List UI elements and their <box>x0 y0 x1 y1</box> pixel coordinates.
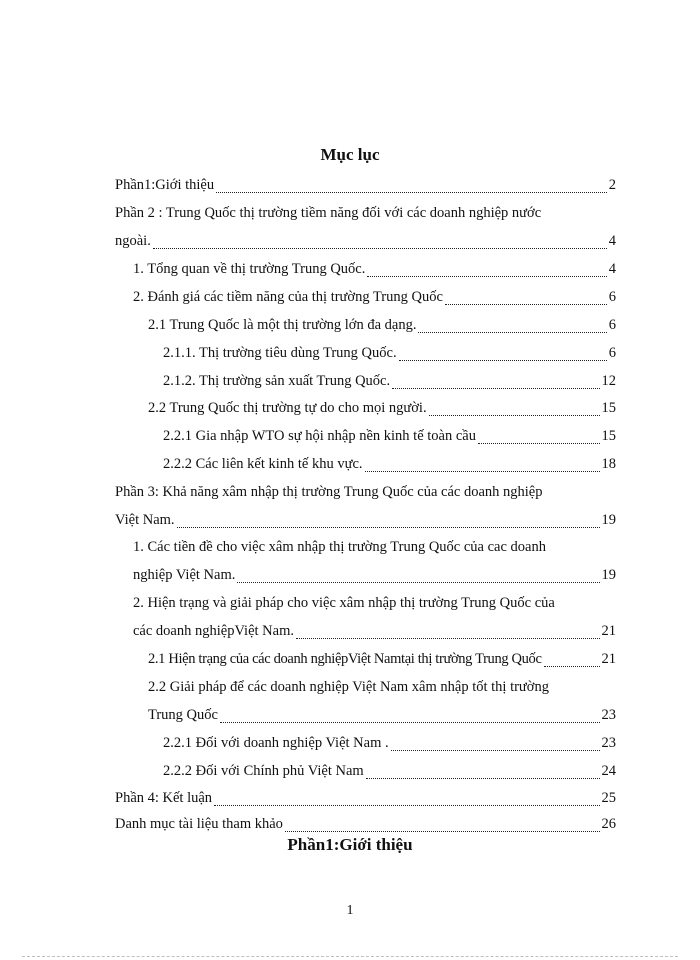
toc-entry[interactable] <box>163 373 616 393</box>
toc-leader-dots <box>445 304 607 305</box>
toc-entry-text: 2.1.1. Thị trường tiêu dùng Trung Quốc. <box>163 345 397 361</box>
toc-entry-page: 12 <box>601 373 616 389</box>
toc-entry[interactable] <box>133 261 616 281</box>
toc-entry[interactable] <box>115 177 616 197</box>
toc-entry-text: nghiệp Việt Nam. <box>133 567 236 583</box>
toc-entry-page: 25 <box>601 790 616 806</box>
toc-leader-dots <box>399 360 607 361</box>
toc-entry-text: 2.2.2 Các liên kết kinh tế khu vực. <box>163 456 363 472</box>
toc-entry-page: 6 <box>608 317 616 333</box>
toc-leader-dots <box>285 831 600 832</box>
toc-entry-text: 2.1 Hiện trạng của các doanh nghiệpViệt Namtại thị trường Trung Quốc <box>148 651 542 667</box>
toc-entry-page: 23 <box>601 707 616 723</box>
toc-entry-page: 2 <box>608 177 616 193</box>
toc-entry[interactable] <box>163 735 616 755</box>
toc-entry-page: 4 <box>608 261 616 277</box>
toc-entry-text: 2.1 Trung Quốc là một thị trường lớn đa dạng. <box>148 317 417 333</box>
toc-entry-text: Danh mục tài liệu tham khảo <box>115 816 283 832</box>
toc-entry-text-line1[interactable]: Phần 2 : Trung Quốc thị trường tiềm năng đối với các doanh nghiệp nước <box>115 205 542 221</box>
toc-entry-page: 19 <box>601 512 616 528</box>
page-number: 1 <box>346 903 354 918</box>
toc-entry-page: 18 <box>601 456 616 472</box>
toc-entry[interactable] <box>163 763 616 783</box>
toc-leader-dots <box>296 638 600 639</box>
toc-entry-text: ngoài. <box>115 233 151 249</box>
toc-entry-text: Phần1:Giới thiệu <box>115 177 215 193</box>
toc-leader-dots <box>418 332 606 333</box>
toc-entry-text-line1[interactable]: 2. Hiện trạng và giải pháp cho việc xâm nhập thị trường Trung Quốc của <box>133 595 555 611</box>
toc-entry[interactable] <box>115 512 616 532</box>
toc-leader-dots <box>366 778 600 779</box>
toc-leader-dots <box>177 527 600 528</box>
toc-entry[interactable] <box>115 790 616 810</box>
toc-entry-text: 2.1.2. Thị trường sản xuất Trung Quốc. <box>163 373 391 389</box>
toc-leader-dots <box>365 471 600 472</box>
toc-leader-dots <box>478 443 600 444</box>
toc-entry[interactable] <box>148 317 616 337</box>
toc-entry-text: 1. Tổng quan về thị trường Trung Quốc. <box>133 261 366 277</box>
toc-entry[interactable] <box>163 345 616 365</box>
toc-entry-text-line1[interactable]: Phần 3: Khả năng xâm nhập thị trường Trung Quốc của các doanh nghiệp <box>115 484 543 500</box>
toc-title: Mục lục <box>320 145 380 164</box>
toc-leader-dots <box>153 248 607 249</box>
toc-leader-dots <box>544 666 600 667</box>
toc-entry-page: 4 <box>608 233 616 249</box>
toc-entry-text-line1[interactable]: 2.2 Giải pháp để các doanh nghiệp Việt Nam xâm nhập tốt thị trường <box>148 679 549 695</box>
toc-leader-dots <box>216 192 607 193</box>
toc-leader-dots <box>237 582 599 583</box>
toc-entry-text: 2.2 Trung Quốc thị trường tự do cho mọi người. <box>148 400 427 416</box>
page-break-rule <box>22 956 678 957</box>
toc-entry-text: Trung Quốc <box>148 707 218 723</box>
toc-leader-dots <box>392 388 599 389</box>
toc-entry-text: các doanh nghiệpViệt Nam. <box>133 623 294 639</box>
toc-entry[interactable] <box>163 428 616 448</box>
toc-entry[interactable] <box>163 456 616 476</box>
toc-entry[interactable] <box>148 651 616 671</box>
toc-entry[interactable] <box>133 567 616 587</box>
toc-entry[interactable] <box>148 707 616 727</box>
toc-entry[interactable] <box>115 233 616 253</box>
toc-entry[interactable] <box>148 400 616 420</box>
toc-entry-page: 6 <box>608 289 616 305</box>
toc-entry-text: Việt Nam. <box>115 512 175 528</box>
toc-leader-dots <box>391 750 600 751</box>
toc-leader-dots <box>367 276 606 277</box>
toc-entry-text: 2.2.1 Đối với doanh nghiệp Việt Nam . <box>163 735 389 751</box>
toc-entry-text: Phần 4: Kết luận <box>115 790 213 806</box>
toc-entry-text: 2.2.1 Gia nhập WTO sự hội nhập nền kinh tế toàn cầu <box>163 428 476 444</box>
toc-entry-page: 24 <box>601 763 616 779</box>
toc-leader-dots <box>429 415 600 416</box>
toc-entry[interactable] <box>133 289 616 309</box>
toc-entry-page: 19 <box>601 567 616 583</box>
toc-entry-text-line1[interactable]: 1. Các tiền đề cho việc xâm nhập thị trường Trung Quốc của cac doanh <box>133 539 546 555</box>
toc-entry-page: 15 <box>601 428 616 444</box>
toc-entry-page: 21 <box>601 623 616 639</box>
toc-entry-page: 21 <box>601 651 616 667</box>
toc-leader-dots <box>220 722 600 723</box>
toc-entry-text: 2. Đánh giá các tiềm năng của thị trường Trung Quốc <box>133 289 443 305</box>
toc-entry-page: 15 <box>601 400 616 416</box>
toc-entry-page: 26 <box>601 816 616 832</box>
toc-entry-page: 6 <box>608 345 616 361</box>
toc-entry[interactable] <box>115 816 616 836</box>
toc-leader-dots <box>214 805 599 806</box>
section-heading: Phần1:Giới thiệu <box>287 835 413 854</box>
toc-entry-text: 2.2.2 Đối với Chính phủ Việt Nam <box>163 763 364 779</box>
toc-entry[interactable] <box>133 623 616 643</box>
toc-entry-page: 23 <box>601 735 616 751</box>
